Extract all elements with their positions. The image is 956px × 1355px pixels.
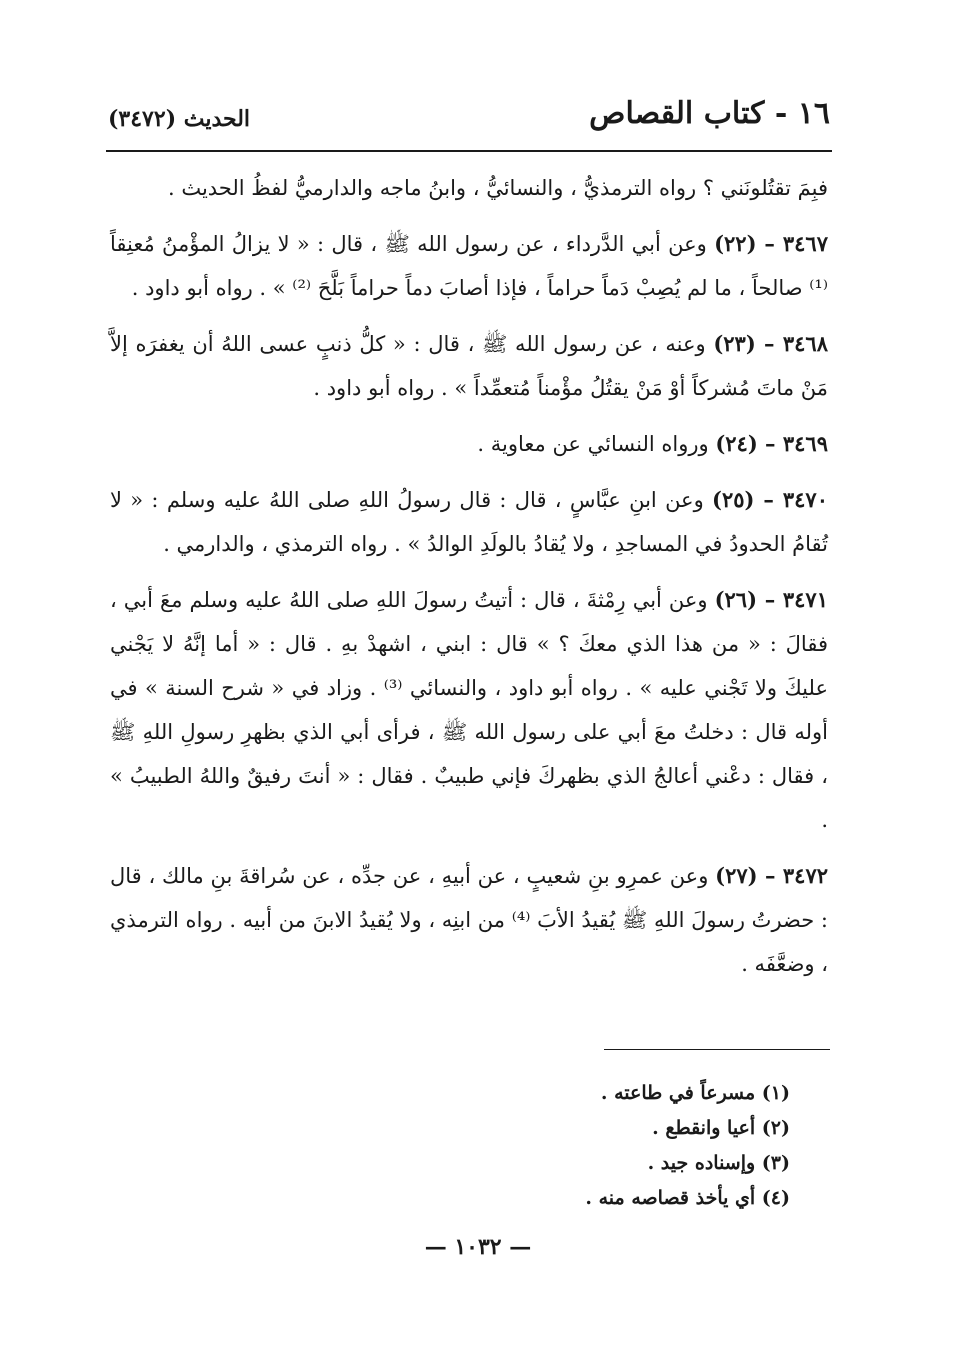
hadith-text: وعن ابنِ عبَّاسٍ ، قال : قال رسولُ اللهِ صلى اللهُ عليه وسلم : « لا تُقامُ الحدودُ في المساجدِ ، ولا يُقادُ بالولَدِ الوالدُ » . رواه الترمذي ، والدارمي . [110,488,828,556]
hadith-text: فبِمَ تقتُلونَني ؟ رواه الترمذيُّ ، والنسائيُّ ، وابنُ ماجه والدارميُّ لفظُ الحديث . [167,176,828,200]
chapter-title: ١٦ - كتاب القصاص [589,96,830,131]
hadith-text: وعن عمرِو بنِ شعيبٍ ، عن أبيهِ ، عن جدِّه ، عن سُراقةَ بنِ مالك ، قال : حضرتُ رسولَ اللهِ ﷺ يُقيدُ الأبَ ⁽⁴⁾ من ابنِه ، ولا يُقيدُ الابنَ من أبيه . رواه الترمذي ، وضعَّفَه . [110,864,828,976]
hadith-number: ٣٤٦٩ – (٢٤) [715,431,828,456]
hadith-paragraph [110,478,828,566]
footnotes [290,1076,790,1216]
footnote: (٤) أي يأخذ قصاصه منه . [585,1187,790,1209]
hadith-text: وعنه ، عن رسول الله ﷺ ، قال : « كلُّ ذنبٍ عسى اللهُ أن يغفرَه إلاَّ مَنْ ماتَ مُشركاً أوْ مَنْ يقتُلُ مؤْمناً مُتعمِّداً » . رواه أبو داود . [110,332,828,400]
footnote: (١) مسرعاً في طاعته . [600,1082,790,1104]
hadith-paragraph [110,166,828,210]
footnote: (٢) أعيا وانقطع . [652,1117,790,1139]
footnote: (٣) وإسناده جيد . [647,1152,790,1174]
page-header [108,96,830,148]
hadith-paragraph [110,854,828,986]
hadith-paragraph [110,222,828,310]
hadith-paragraph [110,578,828,842]
hadith-text: ورواه النسائي عن معاوية . [477,432,709,456]
hadith-number: ٣٤٦٨ – (٢٣) [713,331,828,356]
hadith-number: ٣٤٧٢ – (٢٧) [715,863,829,888]
hadith-text: وعن أبي رِمْثةَ ، قال : أتيتُ رسولَ اللهِ صلى اللهُ عليه وسلم معَ أبي ، فقالَ : « من هذا الذي معكَ ؟ » قال : ابني ، اشهدْ بهِ . قال : « أما إنَّهُ لا يَجْني عليكَ ولا تَجْني عليه » . رواه أبو داود ، والنسائي ⁽³⁾ . وزاد في « شرح السنة » في أوله قال : دخلتُ معَ أبي على رسول الله ﷺ ، فرأى أبي الذي بظهرِ رسولِ اللهِ ﷺ ، فقال : دعْني أعالجُ الذي بظهركَ فإني طبيبٌ . فقال : « أنتَ رفيقٌ واللهُ الطبيبُ » . [110,588,828,832]
hadith-number: ٣٤٦٧ – (٢٢) [714,231,828,256]
hadith-paragraph [110,422,828,466]
hadith-reference: الحديث (٣٤٧٢) [108,106,251,132]
header-divider [106,150,832,152]
hadith-text: وعن أبي الدَّرداء ، عن رسول الله ﷺ ، قال : « لا يزالُ المؤْمنُ مُعنِقاً ⁽¹⁾ صالحاً ، ما لم يُصِبْ دَماً حراماً ، فإذا أصابَ دماً حراماً بَلَّحَ ⁽²⁾ » . رواه أبو داود . [110,232,828,300]
hadith-paragraph [110,322,828,410]
page-number: — ١٠٣٢ — [424,1234,532,1260]
hadith-number: ٣٤٧١ – (٢٦) [714,587,828,612]
hadith-body [110,166,828,998]
hadith-number: ٣٤٧٠ – (٢٥) [712,487,828,512]
footnote-divider [604,1049,830,1050]
